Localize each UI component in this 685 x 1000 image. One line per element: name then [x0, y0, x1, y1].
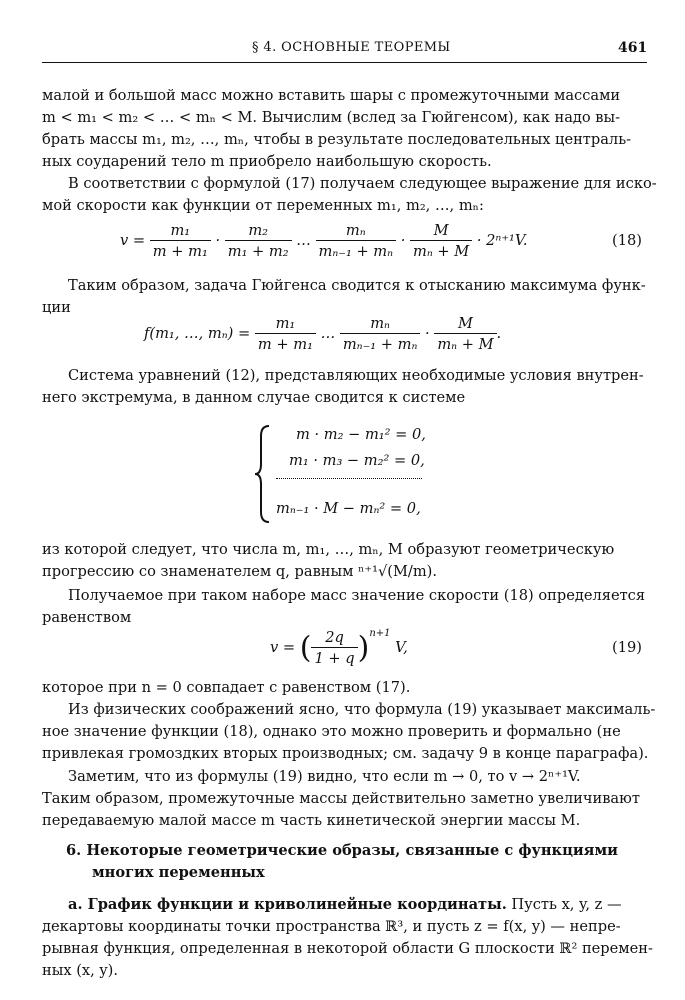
text-line: Таким образом, промежуточные массы действительно заметно увеличивают [42, 790, 640, 807]
equation-number: (19) [612, 639, 642, 656]
fraction: $\frac{M}{\text{mₙ + M}}$ [434, 315, 496, 353]
system-equation: m₁ · m₃ − m₂² = 0, [289, 452, 425, 469]
exponent: n+1 [369, 628, 391, 639]
paren: ) [357, 630, 370, 666]
system-equation: m · m₂ − m₁² = 0, [296, 426, 426, 443]
text-line: него экстремума, в данном случае сводится к системе [42, 389, 466, 406]
section-heading: 6. Некоторые геометрические образы, связанные с функциями [66, 842, 618, 859]
ellipsis: … [320, 325, 336, 342]
text-line: привлекая громоздких вторых производных; см. задачу 9 в конце параграфа). [42, 745, 649, 762]
text-line: равенством [42, 609, 132, 626]
text-line: Заметим, что из формулы (19) видно, что если m → 0, то v → 2ⁿ⁺¹V. [68, 768, 581, 785]
subsection-title: a. График функции и криволинейные координаты. [68, 896, 507, 913]
text-line: Таким образом, задача Гюйгенса сводится к отысканию максимума функ- [68, 277, 646, 294]
text-line: из которой следует, что числа m, m₁, …, mₙ, M образуют геометрическую [42, 541, 615, 558]
fraction: $\frac{\text{mₙ}}{\text{mₙ₋₁ + mₙ}}$ [316, 222, 397, 260]
text-line: брать массы m₁, m₂, …, mₙ, чтобы в результате последовательных централь- [42, 131, 632, 148]
text-line: В соответствии с формулой (17) получаем следующее выражение для иско- [68, 175, 657, 192]
text-line: m < m₁ < m₂ < … < mₙ < M. Вычислим (вслед за Гюйгенсом), как надо вы- [42, 109, 621, 126]
text-line: Из физических соображений ясно, что формула (19) указывает максималь- [68, 701, 656, 718]
left-brace-icon [254, 424, 272, 524]
text-line: ных (x, y). [42, 962, 118, 979]
running-header [0, 40, 685, 60]
paren: ( [299, 630, 312, 666]
fraction: $\frac{\text{m₁}}{\text{m + m₁}}$ [150, 222, 211, 260]
equation-number: (18) [612, 232, 642, 249]
text-line: передаваемую малой массе m часть кинетической энергии массы M. [42, 812, 581, 829]
section-heading: многих переменных [92, 864, 265, 881]
fraction: $\frac{\text{m₂}}{\text{m₁ + m₂}}$ [225, 222, 292, 260]
text-line: мой скорости как функции от переменных m₁, m₂, …, mₙ: [42, 197, 484, 214]
text-line: Получаемое при таком наборе масс значение скорости (18) определяется [68, 587, 646, 604]
text-line: прогрессию со знаменателем q, равным ⁿ⁺¹√(M/m). [42, 563, 438, 580]
eq-tail: · 2ⁿ⁺¹V. [476, 232, 528, 249]
text-line [68, 896, 622, 913]
text-line: рывная функция, определенная в некоторой области G плоскости ℝ² перемен- [42, 940, 653, 957]
eq-lhs: f(m₁, …, mₙ) = [144, 325, 251, 342]
fraction: $\frac{\text{mₙ}}{\text{mₙ₋₁ + mₙ}}$ [340, 315, 421, 353]
text-line: ции [42, 299, 71, 316]
header-rule [42, 62, 647, 63]
fraction: $\frac{M}{\text{mₙ + M}}$ [410, 222, 472, 260]
eq-tail: V, [395, 639, 408, 656]
text-line: декартовы координаты точки пространства ℝ³, и пусть z = f(x, y) — непре- [42, 918, 621, 935]
page-number: 461 [618, 40, 648, 56]
equation-f: f(m₁, …, mₙ) = $\frac{\text{m₁}}{\text{m + m₁}}$ … $\frac{\text{mₙ}}{\text{mₙ₋₁ + mₙ}}$ · $\frac{M}{\text{mₙ + M}}$ . [144, 315, 502, 353]
text-line: ных соударений тело m приобрело наибольшую скорость. [42, 153, 492, 170]
section-title: § 4. ОСНОВНЫЕ ТЕОРЕМЫ [252, 40, 451, 55]
ellipsis: … [296, 232, 311, 249]
eq-lhs: v = [270, 639, 296, 656]
fraction: $\frac{\text{m₁}}{\text{m + m₁}}$ [255, 315, 316, 353]
subsection-text: Пусть x, y, z — [511, 896, 622, 913]
equation-18: v = $\frac{\text{m₁}}{\text{m + m₁}}$ · $\frac{\text{m₂}}{\text{m₁ + m₂}}$ … $\frac{\text{mₙ}}{\text{mₙ₋₁ + mₙ}}$ · $\frac{M}{\text{mₙ + M}}$ · 2ⁿ⁺¹V. [120, 222, 528, 260]
fraction: $\frac{2q}{1 + q}$ [311, 629, 357, 667]
equation-19 [270, 628, 408, 667]
text-line: малой и большой масс можно вставить шары с промежуточными массами [42, 87, 621, 104]
system-equation: mₙ₋₁ · M − mₙ² = 0, [276, 500, 421, 517]
eq-tail: . [496, 325, 502, 342]
text-line: которое при n = 0 совпадает с равенством (17). [42, 679, 411, 696]
text-line: ное значение функции (18), однако это можно проверить и формально (не [42, 723, 621, 740]
eq-lhs: v = [120, 232, 146, 249]
text-line: Система уравнений (12), представляющих необходимые условия внутрен- [68, 367, 644, 384]
dotted-row [276, 478, 422, 479]
